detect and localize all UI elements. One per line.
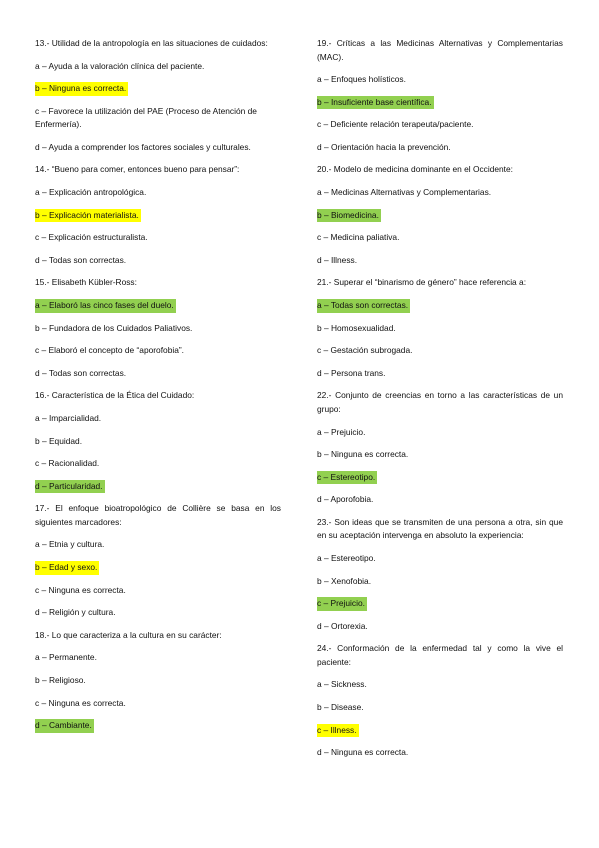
question-text: 13.- Utilidad de la antropología en las situaciones de cuidados: [35,38,268,48]
answer-option: a – Sickness. [317,679,367,690]
answer-option: c – Deficiente relación terapeuta/paciente. [317,119,474,130]
answer-option: b – Homosexualidad. [317,322,396,333]
answer-option: c – Elaboró el concepto de “aporofobia”. [35,345,184,356]
answer-option: b – Xenofobia. [317,575,372,586]
answer-option: d – Ninguna es correcta. [317,747,409,758]
answer-option-highlighted: b – Insuficiente base científica. [317,96,434,110]
answer-option-highlighted: c – Estereotipo. [317,471,377,485]
answer-option: d – Persona trans. [317,367,386,378]
question-block [317,516,563,633]
answer-option: a – Imparcialidad. [35,413,102,423]
question-block [35,276,281,380]
answer-option: b – Religioso. [35,675,86,686]
question-block [35,389,281,493]
answer-option-highlighted: b – Ninguna es correcta. [35,82,128,96]
question-block [35,37,281,154]
question-text: 17.- El enfoque bioatropológico de Collière se basa en los siguientes marcadores: [35,503,281,527]
question-text: 14.- “Bueno para comer, entonces bueno para pensar”: [35,164,240,175]
answer-option: c – Racionalidad. [35,458,100,469]
answer-option: d – Illness. [317,254,358,265]
answer-option: b – Fundadora de los Cuidados Paliativos. [35,322,193,333]
answer-option: c – Favorece la utilización del PAE (Proceso de Atención de Enfermería). [35,105,257,130]
answer-option-highlighted: c – Prejuicio. [317,597,367,611]
question-block [317,37,563,154]
answer-option: c – Ninguna es correcta. [35,697,126,708]
question-block [317,642,563,759]
question-text: 22.- Conjunto de creencias en torno a las características de un grupo: [317,390,563,414]
answer-option: d – Todas son correctas. [35,367,127,378]
right-column [317,37,563,769]
answer-option: a – Prejuicio. [317,426,366,437]
answer-option-highlighted: b – Edad y sexo. [35,561,99,575]
question-block [317,389,563,506]
answer-option-highlighted: c – Illness. [317,724,359,738]
question-text: 18.- Lo que caracteriza a la cultura en su carácter: [35,629,222,640]
answer-option-highlighted: d – Cambiante. [35,719,94,733]
answer-option: c – Explicación estructuralista. [35,232,148,243]
answer-option: c – Gestación subrogada. [317,345,413,356]
question-text: 21.- Superar el “binarismo de género” hace referencia a: [317,277,527,288]
answer-option: a – Etnia y cultura. [35,539,105,550]
question-text: 15.- Elisabeth Kübler-Ross: [35,277,137,288]
answer-option: a – Explicación antropológica. [35,187,147,198]
answer-option: d – Ortorexia. [317,620,368,631]
answer-option: c – Medicina paliativa. [317,232,400,243]
answer-option: a – Permanente. [35,652,97,663]
answer-option: a – Enfoques holísticos. [317,74,406,85]
question-block [317,163,563,267]
answer-option: b – Ninguna es correcta. [317,449,409,460]
answer-option: d – Todas son correctas. [35,254,127,265]
question-text: 24.- Conformación de la enfermedad tal y como la vive el paciente: [317,643,563,667]
question-block [35,163,281,267]
answer-option: a – Medicinas Alternativas y Complementarias. [317,187,492,198]
question-text: 20.- Modelo de medicina dominante en el Occidente: [317,164,513,175]
answer-option: c – Ninguna es correcta. [35,584,126,595]
question-text: 23.- Son ideas que se transmiten de una persona a otra, sin que en su aceptación intervenga en absoluto la experiencia: [317,516,563,541]
question-block [35,629,281,733]
answer-option: a – Estereotipo. [317,552,376,563]
answer-option-highlighted: a – Elaboró las cinco fases del duelo. [35,299,176,313]
answer-option: b – Disease. [317,702,364,713]
question-text: 19.- Críticas a las Medicinas Alternativas y Complementarias (MAC). [317,38,563,62]
answer-option: d – Ayuda a comprender los factores sociales y culturales. [35,141,251,152]
left-column [35,37,281,742]
answer-option-highlighted: a – Todas son correctas. [317,299,410,313]
answer-option-highlighted: b – Explicación materialista. [35,209,141,223]
question-block [35,502,281,619]
answer-option-highlighted: d – Particularidad. [35,480,105,494]
answer-option: d – Religión y cultura. [35,607,116,618]
answer-option: a – Ayuda a la valoración clínica del paciente. [35,60,205,71]
answer-option: b – Equidad. [35,435,83,446]
answer-option: d – Aporofobia. [317,494,374,505]
question-text: 16.- Característica de la Ética del Cuidado: [35,390,195,401]
answer-option-highlighted: b – Biomedicina. [317,209,381,223]
question-block [317,276,563,380]
answer-option: d – Orientación hacia la prevención. [317,141,451,152]
